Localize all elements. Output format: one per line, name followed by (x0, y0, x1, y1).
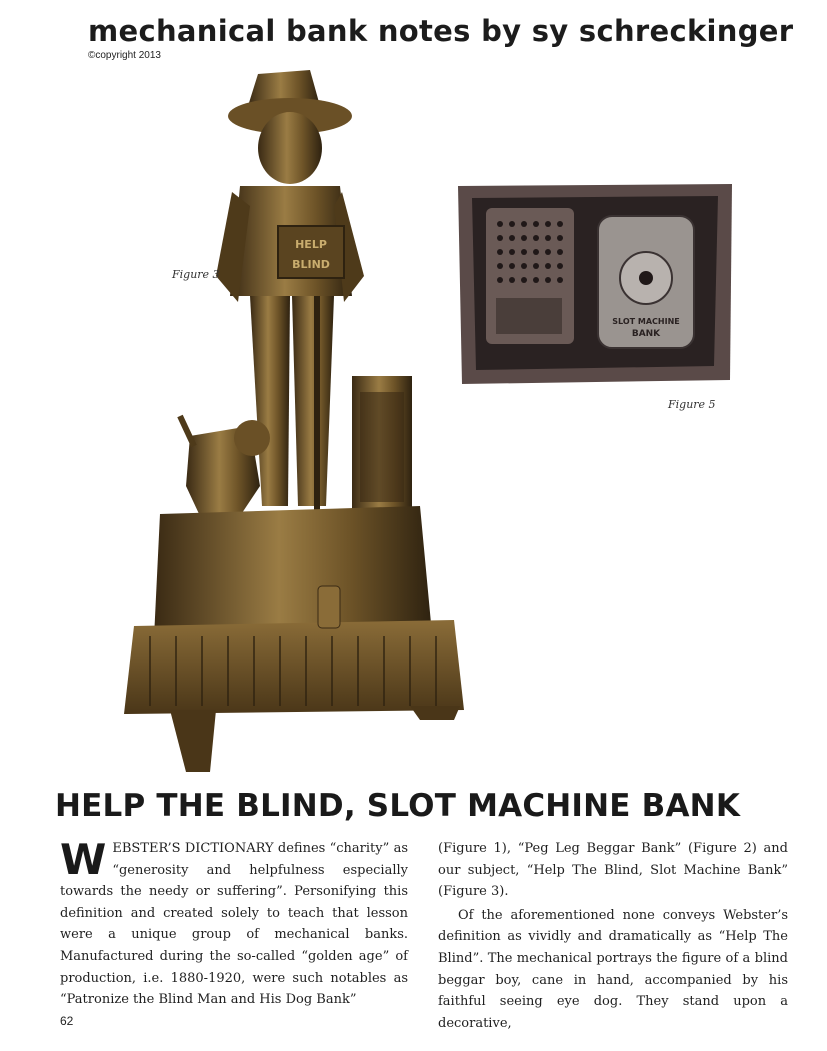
figure-3-caption: Figure 3 (172, 268, 220, 281)
plate-text-bank: BANK (631, 329, 661, 339)
sign-text-blind: BLIND (292, 258, 330, 271)
page-number: 62 (60, 1014, 74, 1028)
article-headline: HELP THE BLIND, SLOT MACHINE BANK (55, 788, 741, 824)
article-paragraph-continued: (Figure 1), “Peg Leg Beggar Bank” (Figure 2) and our subject, “Help The Blind, Slot Machine Bank” (Figure 3). (438, 841, 788, 900)
masthead-title: mechanical bank notes by sy schreckinger (88, 14, 794, 48)
figure-5-base-photo (452, 180, 738, 390)
article-column-right (438, 838, 788, 1034)
article-paragraph-2: Of the aforementioned none conveys Webster’s definition as vividly and dramatically as “Help The Blind”. The mechanical portrays the figure of a blind beggar boy, cane in hand, accompanied by his faithful seeing eye dog. They stand upon a decorative, (438, 907, 788, 1031)
figure-5-caption: Figure 5 (668, 398, 716, 411)
figure-3-bank-photo (120, 66, 470, 778)
article-column-left (60, 835, 408, 1011)
drop-cap: W (60, 835, 107, 884)
article-text-left: EBSTER’S DICTIONARY defines “charity” as “generosity and helpfulness especially towards the needy or suffering”. Personifying this definition and created solely to teach that lesson were a unique group of mechanical banks. Manufactured during the so-called “golden age” of production, i.e. 1880-1920, were such notables as “Patronize the Blind Man and His Dog Bank” (60, 841, 408, 1008)
sign-text-help: HELP (295, 238, 327, 251)
article-paragraph-1 (60, 835, 408, 1011)
copyright-notice: ©copyright 2013 (88, 50, 161, 61)
plate-text-slot-machine: SLOT MACHINE (612, 317, 680, 326)
